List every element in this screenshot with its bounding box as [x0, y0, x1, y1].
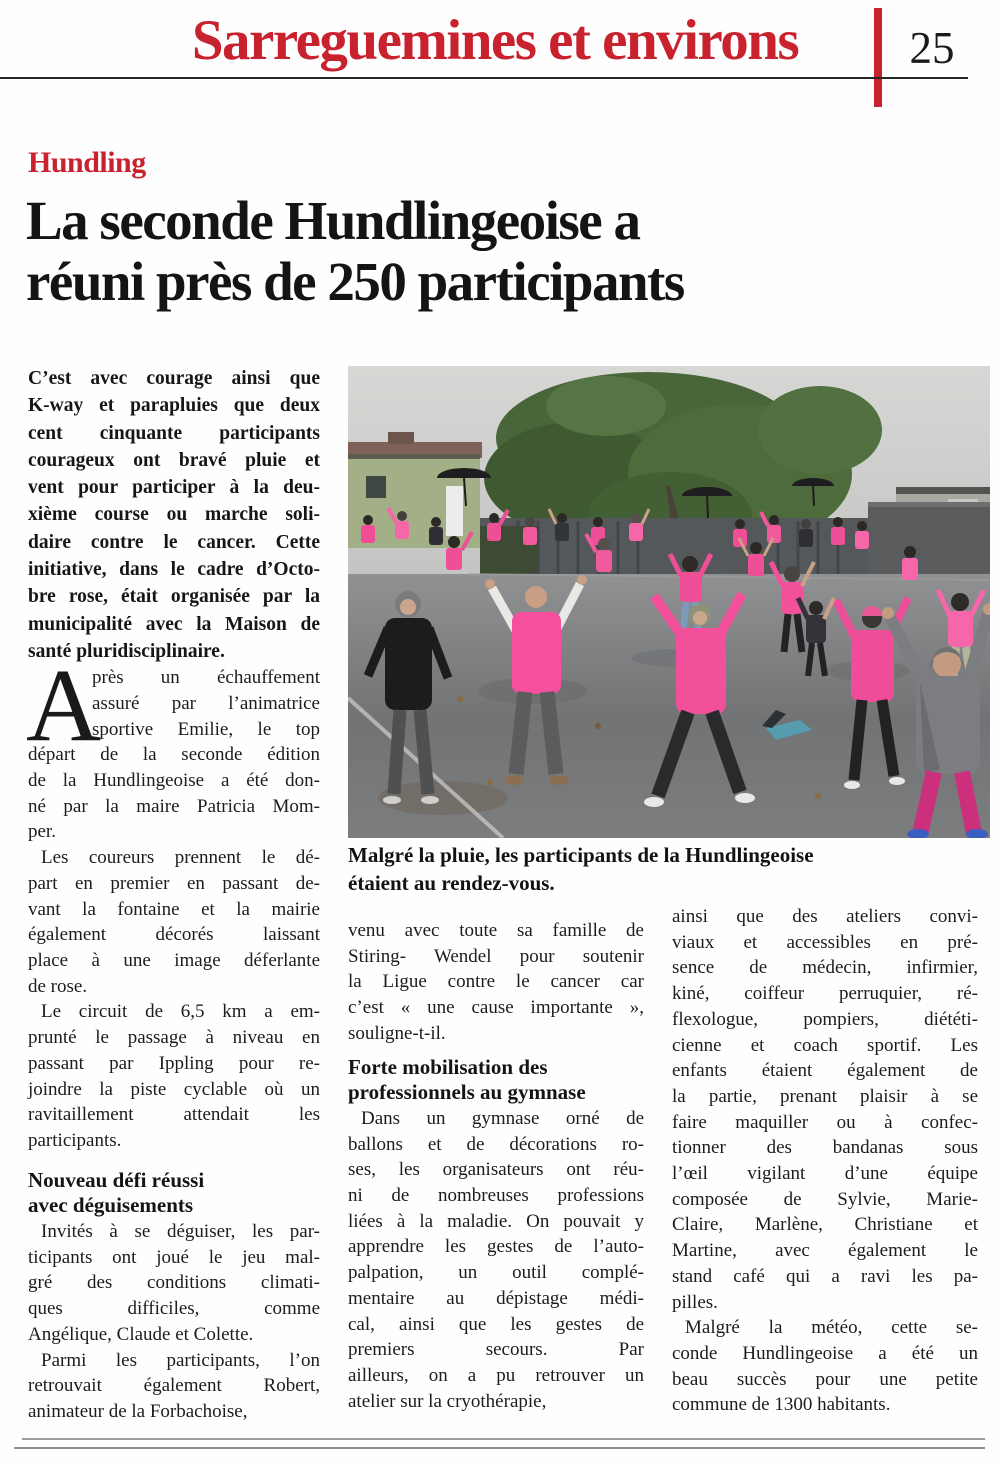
paragraph-parmi: Parmi les participants, l’on retrouvait également Robert, animateur de la Forbachoise,	[28, 1349, 320, 1422]
column-right	[672, 904, 978, 1418]
subhead-line-2: professionnels au gymnase	[348, 1080, 586, 1105]
paragraph-gymnase: Dans un gymnase orné de ballons et de décorations ro- ses, les organisateurs ont réu- ni de nombreuses professions liées à la maladie. On pouvait y apprendre les gestes de l’auto- palpation, un outil complé- mentaire au dépistage médi- cal, ainsi que les gestes de premiers secours. Par ailleurs, on a pu retrouver un atelier sur la cryothérapie,	[348, 1107, 644, 1412]
bottom-rule-bottom	[14, 1447, 985, 1449]
header-rule	[0, 77, 968, 79]
header-red-bar	[874, 8, 882, 107]
page-number: 25	[909, 23, 955, 73]
column-middle	[348, 918, 644, 1414]
dropcap-paragraph-lines: près un échauffement assuré par l’animatrice sportive Emilie, le top départ de la seconde édition de la Hundlingeoise a été don- né par la maire Patricia Mom- per.	[28, 667, 320, 843]
subhead-line-2: avec déguisements	[28, 1193, 194, 1218]
photo-caption	[348, 842, 990, 897]
paragraph-coureurs: Les coureurs prennent le dé- part en premier en passant de- vant la fontaine et la mairie également décorés laissant place à une image déferlante de rose.	[28, 847, 320, 997]
paragraph-venu: venu avec toute sa famille de Stiring- Wendel pour soutenir la Ligue contre le cancer car c’est « une cause importante », souligne-t-il.	[348, 920, 644, 1044]
caption-line-1: Malgré la pluie, les participants de la Hundlingeoise	[348, 843, 814, 867]
subhead-line-1: Forte mobilisation des	[348, 1054, 548, 1079]
photo-illustration	[348, 366, 990, 838]
paragraph-meteo: Malgré la météo, cette se- conde Hundlingeoise a été un beau succès pour une petite commune de 1300 habitants.	[672, 1317, 978, 1416]
subhead-line-1: Nouveau défi réussi	[28, 1167, 205, 1192]
headline-line-1: La seconde Hundlingeoise a	[26, 190, 640, 251]
headline-line-2: réuni près de 250 participants	[26, 251, 684, 312]
dropcap-paragraph	[26, 648, 320, 845]
drop-cap: A	[26, 648, 102, 764]
section-title: Sarreguemines et environs	[191, 9, 799, 72]
subhead-defi	[28, 1168, 320, 1219]
article-kicker: Hundling	[28, 146, 146, 179]
lede-paragraph: C’est avec courage ainsi que K-way et parapluies que deux cent cinquante participants courageux ont bravé pluie et vent pour participer à la deu- xième course ou marche soli- daire contre le cancer. Cette initiative, dans le cadre d’Octo- bre rose, était organisée par la municipalité avec la Maison de santé pluridisciplinaire.	[28, 368, 320, 662]
article-headline	[26, 190, 991, 312]
caption-line-2: étaient au rendez-vous.	[348, 870, 555, 895]
paragraph-invites: Invités à se déguiser, les par- ticipants ont joué le jeu mal- gré des conditions climati- ques difficiles, comme Angélique, Claude et Colette.	[28, 1221, 320, 1345]
paragraph-ateliers: ainsi que des ateliers convi- viaux et accessibles en pré- sence de médecin, infirmier, kiné, coiffeur perruquier, ré- flexologue, pompiers, diététi- cienne et coach sportif. Les enfants étaient également de la partie, prenant plaisir à se faire maquiller ou à confec- tionner des bandanas sous l’œil vigilant d’une équipe composée de Sylvie, Marie- Claire, Marlène, Christiane et Martine, avec également le stand café qui a ravi les pa- pilles.	[672, 906, 978, 1313]
bottom-rule-top	[22, 1438, 985, 1440]
article-photo	[348, 366, 990, 838]
paragraph-circuit: Le circuit de 6,5 km a em- prunté le passage à niveau en passant par Ippling pour re- joindre la piste cyclable où un ravitaillement attendait les participants.	[28, 1001, 320, 1151]
column-left	[28, 365, 320, 1425]
subhead-mobilisation	[348, 1055, 644, 1106]
